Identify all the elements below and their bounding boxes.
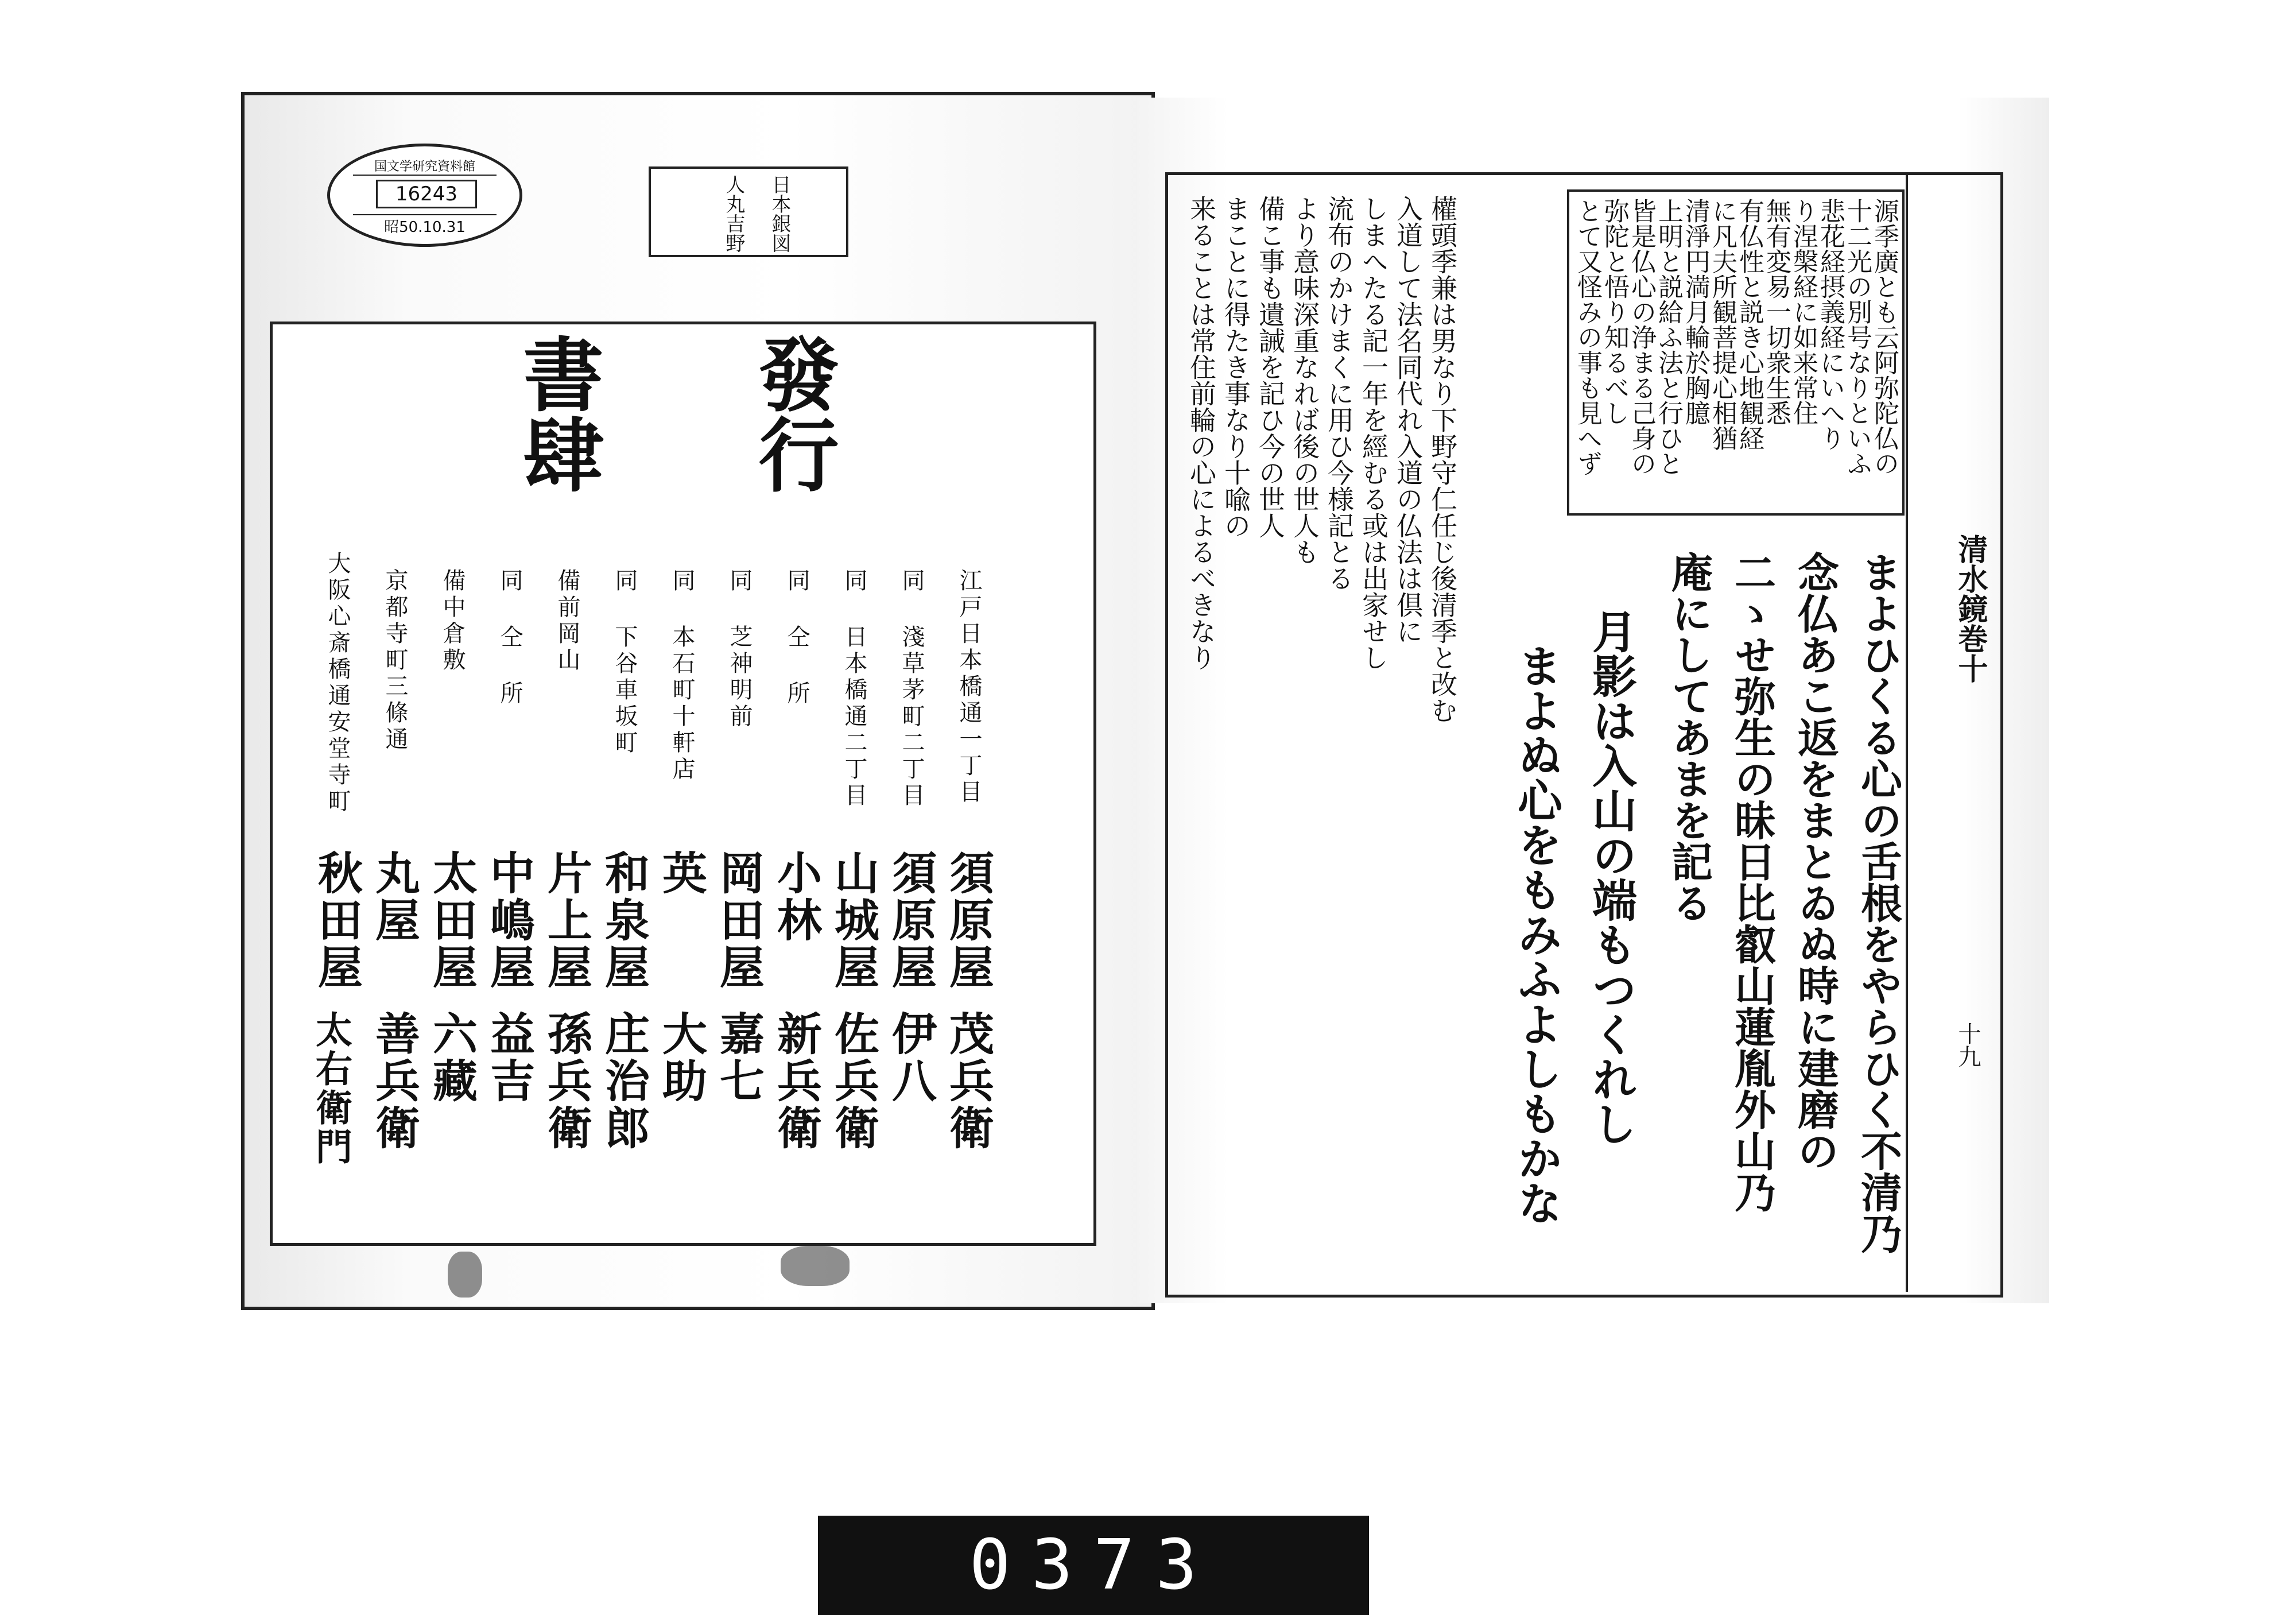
poem-line: 庵にしてあまを記る: [1665, 551, 1713, 923]
margin-column: [1906, 172, 2000, 1292]
commentary-line: に凡夫所観菩提心相猶: [1708, 198, 1737, 451]
publisher-address: 同 仝 所: [784, 568, 810, 707]
frame-number: 0373: [969, 1525, 1218, 1605]
commentary-line: 清淨円満月輪於胸臆: [1681, 198, 1710, 425]
ink-smudge: [781, 1246, 850, 1286]
running-title: 清水鏡巻十: [1953, 534, 1988, 683]
publisher-shop: 秋田屋: [311, 850, 363, 991]
publisher-owner: 太右衛門: [309, 1010, 352, 1167]
publisher-shop: 小林: [770, 850, 822, 944]
publisher-address: 同 仝 所: [497, 568, 523, 707]
stamp-date: 昭50.10.31: [353, 214, 497, 237]
microfilm-frame-plate: [818, 1516, 1369, 1615]
commentary-line: 皆是仏心の浄まる己身の: [1627, 198, 1656, 476]
poem-line: 二ゝせ弥生の昧日比叡山蓮胤外山乃: [1728, 551, 1777, 1213]
publisher-owner: 孫兵衛: [540, 1010, 592, 1152]
body-line: まことに得たき事なり十喩の: [1220, 195, 1251, 539]
publisher-address: 江戸日本橋通一丁目: [956, 568, 982, 806]
publisher-shop: 和泉屋: [598, 850, 650, 991]
publisher-owner: 大助: [655, 1010, 707, 1105]
body-line: より意味深重なれば後の世人も: [1289, 195, 1320, 565]
commentary-line: 無有変易一切衆生悉: [1762, 198, 1791, 425]
commentary-line: 悲花経摂義経にいへり: [1816, 198, 1845, 451]
publisher-address: 備前岡山: [554, 568, 580, 674]
commentary-line: 有仏性と説き心地観経: [1735, 198, 1764, 451]
poem-line: まよひくる心の舌根をやらひく不清乃: [1854, 551, 1903, 1254]
body-line: 来ることは常住前輪の心によるべきなり: [1186, 195, 1217, 671]
publisher-shop: 須原屋: [885, 850, 937, 991]
publisher-address: 同 日本橋通二丁目: [841, 568, 867, 810]
poem-line: 念仏あこ返をまとゐぬ時に建磨の: [1791, 551, 1840, 1171]
label-line-2: 人丸吉野: [722, 175, 745, 253]
publisher-address: 同 芝神明前: [726, 568, 753, 730]
publisher-shop: 山城屋: [827, 850, 879, 991]
publisher-shop: 中嶋屋: [483, 850, 535, 991]
page-number: 十九: [1954, 1022, 1981, 1068]
commentary-line: り涅槃経に如来常住: [1789, 198, 1818, 425]
body-line: 入道して法名同代れ入道の仏法は倶に: [1393, 195, 1424, 644]
publisher-address: 備中倉敷: [439, 568, 466, 674]
publisher-address: 同 淺草茅町二丁目: [898, 568, 925, 810]
title-hakko: 發行: [745, 333, 839, 494]
commentary-line: 弥陀と悟り知るべし: [1600, 198, 1629, 425]
publisher-owner: 嘉七: [712, 1010, 765, 1105]
publisher-owner: 佐兵衛: [827, 1010, 879, 1152]
body-line: 流布のかけまくに用ひ今様記とる: [1324, 195, 1355, 591]
library-stamp: [327, 144, 522, 247]
publisher-owner: 益吉: [483, 1010, 535, 1105]
publisher-shop: 片上屋: [540, 850, 592, 991]
publisher-owner: 新兵衛: [770, 1010, 822, 1152]
poem-line: 月影は入山の端もつくれし: [1585, 609, 1637, 1146]
body-line: しまへたる記一年を經むる或は出家せし: [1358, 195, 1389, 671]
publisher-address: 大阪心斎橋通安堂寺町: [324, 551, 351, 815]
publisher-owner: 六藏: [425, 1010, 478, 1105]
stamp-institution: 国文学研究資料館: [353, 157, 497, 176]
commentary-line: 十二光の別号なりといふ: [1843, 198, 1872, 476]
publisher-owner: 庄治郎: [598, 1010, 650, 1152]
publisher-address: 同 本石町十軒店: [669, 568, 695, 783]
commentary-line: 上明と説給ふ法と行ひと: [1654, 198, 1683, 476]
title-shoshi: 書肆: [510, 333, 604, 494]
colophon-label: [649, 166, 848, 257]
stamp-number: 16243: [376, 180, 477, 208]
commentary-line: 源季廣とも云阿弥陀仏の: [1870, 198, 1899, 476]
publisher-shop: 岡田屋: [712, 850, 765, 991]
publisher-shop: 英: [655, 850, 707, 897]
publisher-shop: 丸屋: [368, 850, 420, 944]
publisher-address: 京都寺町三條通: [382, 568, 408, 753]
publisher-shop: 須原屋: [942, 850, 994, 991]
publisher-owner: 茂兵衛: [942, 1010, 994, 1152]
publisher-owner: 善兵衛: [368, 1010, 420, 1152]
label-line-1: 日本銀図: [768, 175, 791, 253]
ink-smudge: [448, 1252, 482, 1298]
commentary-line: とて又怪みの事も見へず: [1573, 198, 1602, 476]
publisher-owner: 伊八: [885, 1010, 937, 1105]
body-line: 權頭季兼は男なり下野守仁任じ後清季と改む: [1427, 195, 1458, 723]
publisher-address: 同 下谷車坂町: [611, 568, 638, 757]
body-line: 備こ事も遺誡を記ひ今の世人: [1255, 195, 1286, 539]
publisher-shop: 太田屋: [425, 850, 478, 991]
poem-line: まよぬ心をもみふよしもかな: [1510, 643, 1562, 1225]
